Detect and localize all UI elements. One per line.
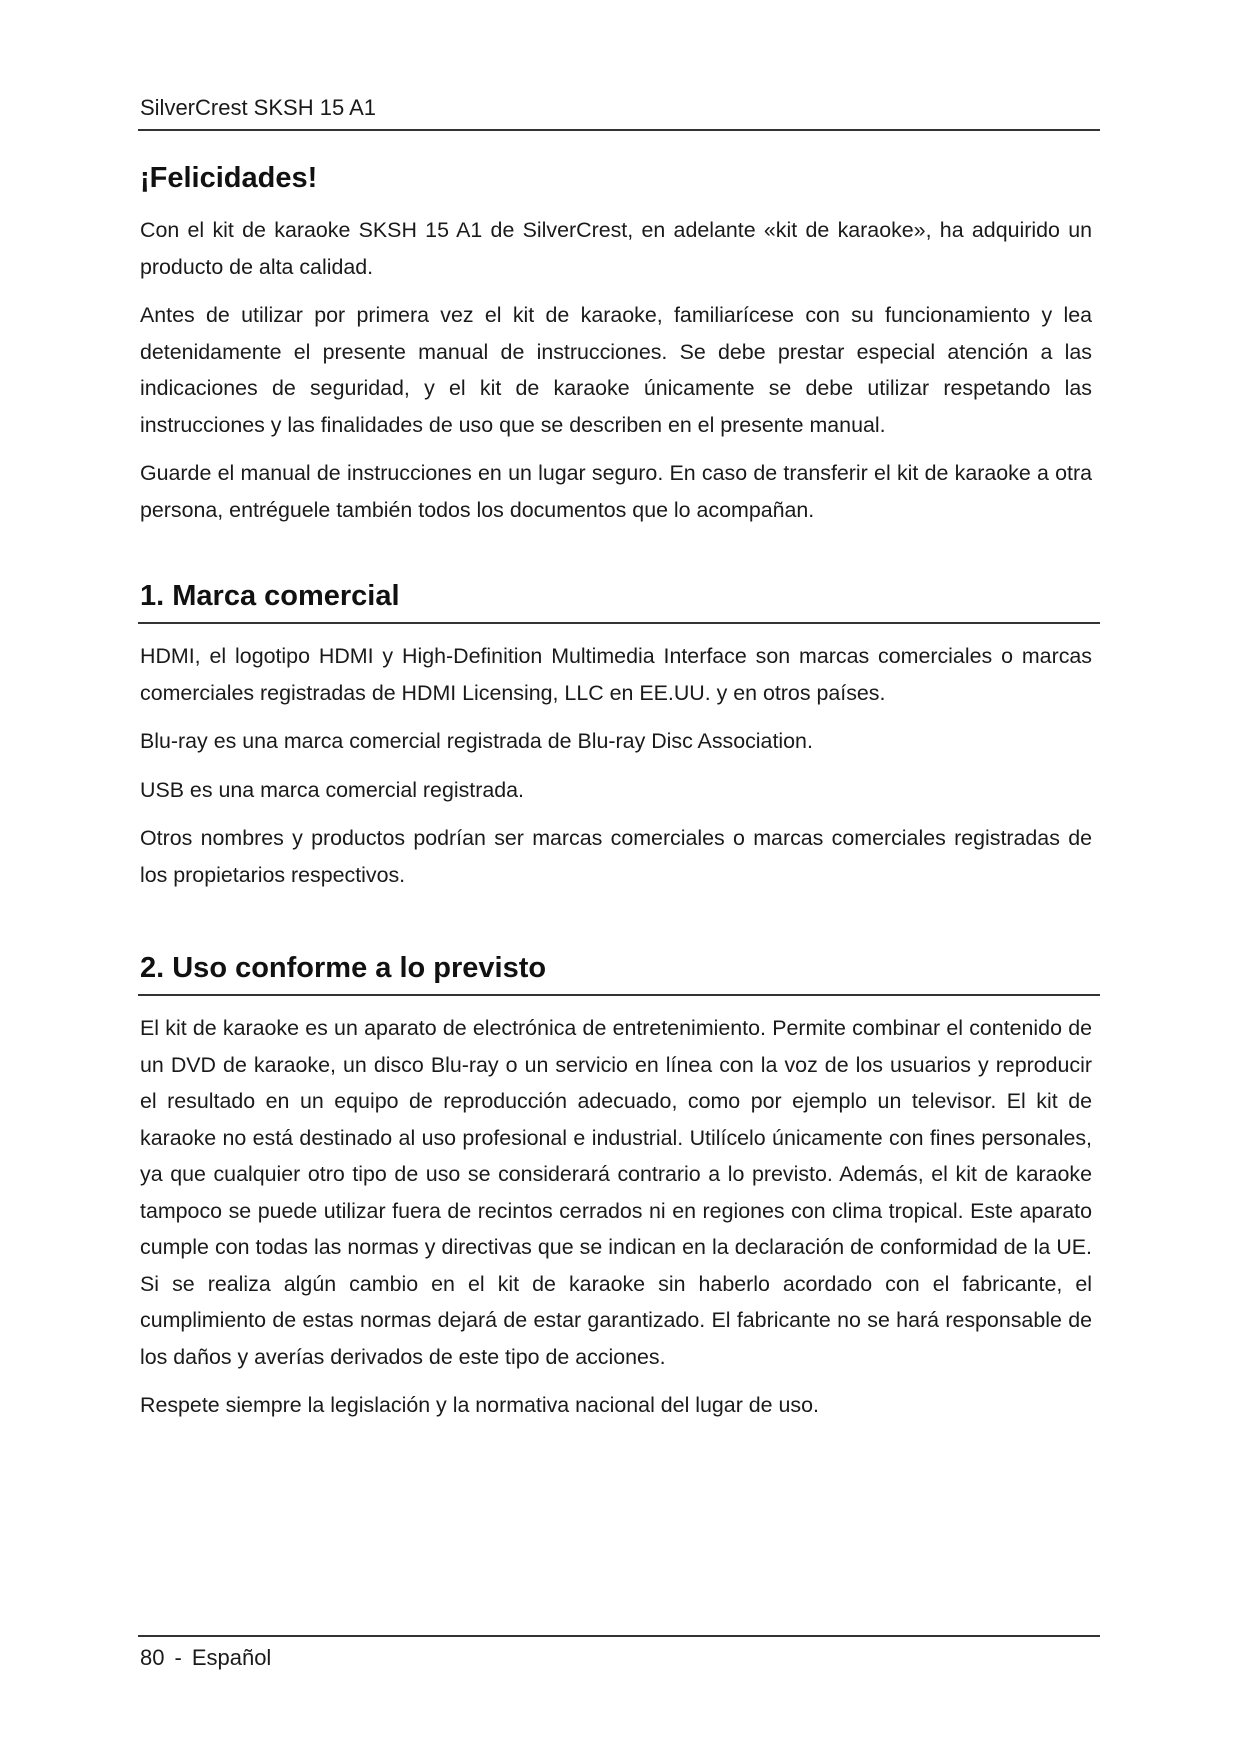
trademark-section — [140, 578, 1092, 893]
intro-section — [140, 160, 1092, 528]
intro-paragraph-3: Guarde el manual de instrucciones en un lugar seguro. En caso de transferir el kit de karaoke a otra persona, entréguele también todos los documentos que lo acompañan. — [140, 461, 1092, 522]
trademark-paragraph-4: Otros nombres y productos podrían ser marcas comerciales o marcas comerciales registradas de los propietarios respectivos. — [140, 826, 1092, 887]
intended-use-section-title: 2. Uso conforme a lo previsto — [138, 950, 1100, 996]
running-header: SilverCrest SKSH 15 A1 — [140, 95, 376, 120]
header-rule — [138, 129, 1100, 131]
intro-paragraph-2: Antes de utilizar por primera vez el kit de karaoke, familiarícese con su funcionamiento y lea detenidamente el presente manual de instrucciones. Se debe prestar especial atención a las indicaciones de seguridad, y el kit de karaoke únicamente se debe utilizar respetando las instrucciones y las finalidades de uso que se describen en el presente manual. — [140, 303, 1092, 437]
trademark-section-title: 1. Marca comercial — [138, 578, 1100, 624]
footer-rule — [138, 1635, 1100, 1637]
intended-use-paragraph-2: Respete siempre la legislación y la normativa nacional del lugar de uso. — [140, 1393, 819, 1417]
intended-use-section — [140, 950, 1092, 1424]
footer-language: Español — [191, 1645, 272, 1670]
intro-title: ¡Felicidades! — [140, 162, 318, 194]
trademark-paragraph-3: USB es una marca comercial registrada. — [140, 777, 524, 802]
page-number: 80 — [140, 1645, 165, 1670]
manual-page — [140, 0, 1098, 1754]
trademark-paragraph-2: Blu-ray es una marca comercial registrada de Blu-ray Disc Association. — [140, 729, 813, 753]
footer-separator: - — [174, 1645, 182, 1670]
page-footer — [140, 1644, 271, 1672]
intro-paragraph-1: Con el kit de karaoke SKSH 15 A1 de SilverCrest, en adelante «kit de karaoke», ha adquirido un producto de alta calidad. — [140, 218, 1092, 279]
trademark-paragraph-1: HDMI, el logotipo HDMI y High-Definition Multimedia Interface son marcas comerciales o marcas comerciales registradas de HDMI Licensing, LLC en EE.UU. y en otros países. — [140, 644, 1092, 705]
intended-use-paragraph-1: El kit de karaoke es un aparato de electrónica de entretenimiento. Permite combinar el contenido de un DVD de karaoke, un disco Blu-ray o un servicio en línea con la voz de los usuarios y reproducir el resultado en un equipo de reproducción adecuado, como por ejemplo un televisor. El kit de karaoke no está destinado al uso profesional e industrial. Utilícelo únicamente con fines personales, ya que cualquier otro tipo de uso se considerará contrario a lo previsto. Además, el kit de karaoke tampoco se puede utilizar fuera de recintos cerrados ni en regiones con clima tropical. Este aparato cumple con todas las normas y directivas que se indican en la declaración de conformidad de la UE. Si se realiza algún cambio en el kit de karaoke sin haberlo acordado con el fabricante, el cumplimiento de estas normas dejará de estar garantizado. El fabricante no se hará responsable de los daños y averías derivados de este tipo de acciones. — [140, 1016, 1092, 1369]
